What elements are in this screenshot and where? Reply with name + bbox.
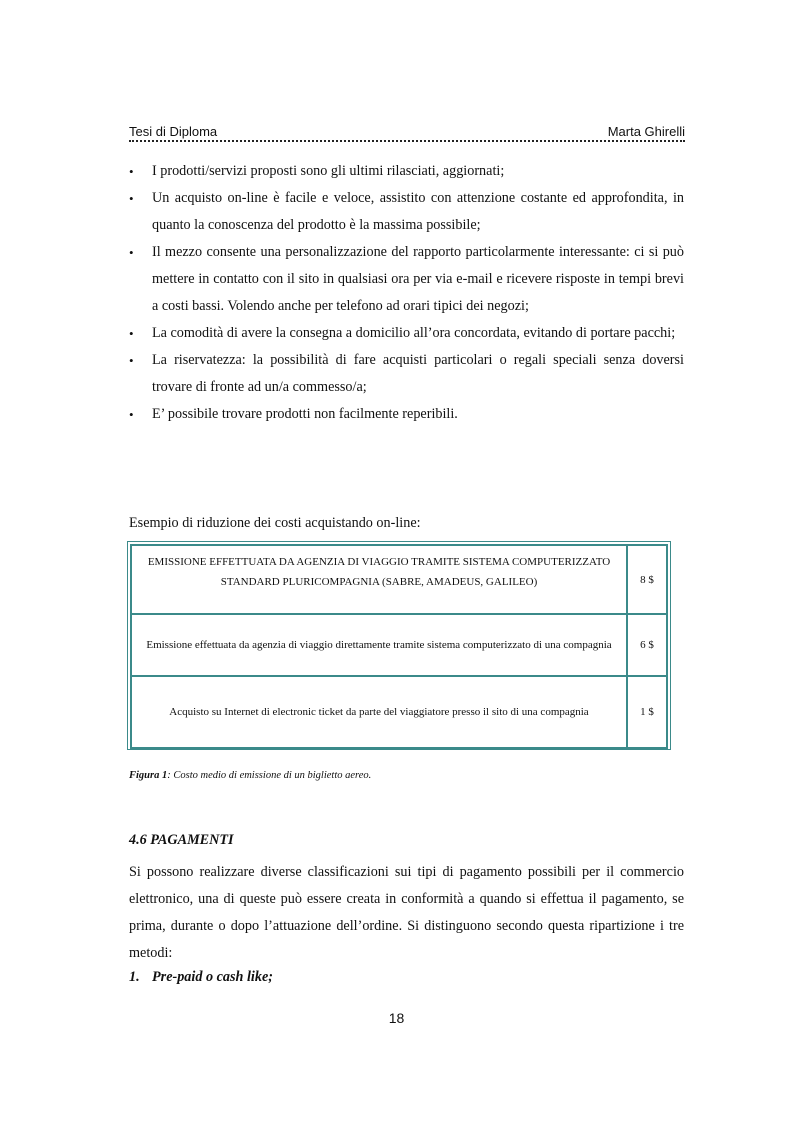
cost-table <box>127 541 671 750</box>
table-row <box>131 545 667 614</box>
list-item <box>129 401 684 428</box>
list-item-text: Un acquisto on-line è facile e veloce, assistito con attenzione costante ed approfondita, in quanto la conoscenza del prodotto è la massima possibile; <box>152 190 684 233</box>
bullet-icon: • <box>129 407 134 422</box>
advantages-list <box>129 158 684 428</box>
table-cell-description: Emissione effettuata da agenzia di viaggio direttamente tramite sistema computerizzato di una compagnia <box>131 614 627 676</box>
table-cell-description <box>131 545 627 614</box>
list-item <box>129 158 684 185</box>
table-cell-price: 6 $ <box>627 614 667 676</box>
row-description-line: EMISSIONE EFFETTUATA DA AGENZIA DI VIAGGIO TRAMITE SISTEMA COMPUTERIZZATO <box>147 556 611 568</box>
figure-caption <box>129 770 371 781</box>
list-item-text: La comodità di avere la consegna a domicilio all’ora concordata, evitando di portare pacchi; <box>152 325 676 341</box>
list-item-text: I prodotti/servizi proposti sono gli ultimi rilasciati, aggiornati; <box>152 163 505 179</box>
header-left-title: Tesi di Diploma <box>129 124 218 139</box>
list-item-text: La riservatezza: la possibilità di fare acquisti particolari o regali speciali senza doversi trovare di fronte ad un/a commesso/a; <box>152 352 684 395</box>
list-item <box>129 239 684 320</box>
list-item-text: Il mezzo consente una personalizzazione del rapporto particolarmente interessante: ci si può mettere in contatto con il sito in qualsiasi ora per via e-mail e ricevere risposte in tempi brevi a costi bassi. Volendo anche per telefono ad orari tipici dei negozi; <box>152 244 684 314</box>
running-header <box>129 124 685 142</box>
bullet-icon: • <box>129 353 134 368</box>
table-intro: Esempio di riduzione dei costi acquistando on-line: <box>129 515 421 531</box>
bullet-icon: • <box>129 164 134 179</box>
bullet-icon: • <box>129 326 134 341</box>
section-paragraph: Si possono realizzare diverse classificazioni sui tipi di pagamento possibili per il commercio elettronico, una di queste può essere creata in conformità a quando si effettua il pagamento, se prima, durante o dopo l’attuazione dell’ordine. Si distinguono secondo questa ripartizione i tre metodi: <box>129 864 684 961</box>
table-cell-price: 1 $ <box>627 676 667 748</box>
section-title: 4.6 PAGAMENTI <box>129 832 234 848</box>
list-item-text: E’ possibile trovare prodotti non facilmente reperibili. <box>152 406 458 422</box>
table-row <box>131 614 667 676</box>
list-item <box>129 320 684 347</box>
list-item <box>129 185 684 239</box>
bullet-icon: • <box>129 245 134 260</box>
numbered-item <box>129 969 273 986</box>
bullet-icon: • <box>129 191 134 206</box>
list-item <box>129 347 684 401</box>
page-number: 18 <box>388 1010 405 1026</box>
caption-label: Figura 1 <box>129 770 168 781</box>
table-cell-price: 8 $ <box>627 545 667 614</box>
header-author: Marta Ghirelli <box>607 124 685 139</box>
item-text: Pre-paid o cash like; <box>152 969 273 985</box>
cost-table-grid <box>130 544 668 749</box>
item-number: 1. <box>129 969 140 985</box>
table-cell-description: Acquisto su Internet di electronic ticket da parte del viaggiatore presso il sito di una compagnia <box>131 676 627 748</box>
caption-text: : Costo medio di emissione di un biglietto aereo. <box>167 770 372 781</box>
table-row <box>131 676 667 748</box>
row-description-line: STANDARD PLURICOMPAGNIA (SABRE, AMADEUS, GALILEO) <box>220 576 538 588</box>
